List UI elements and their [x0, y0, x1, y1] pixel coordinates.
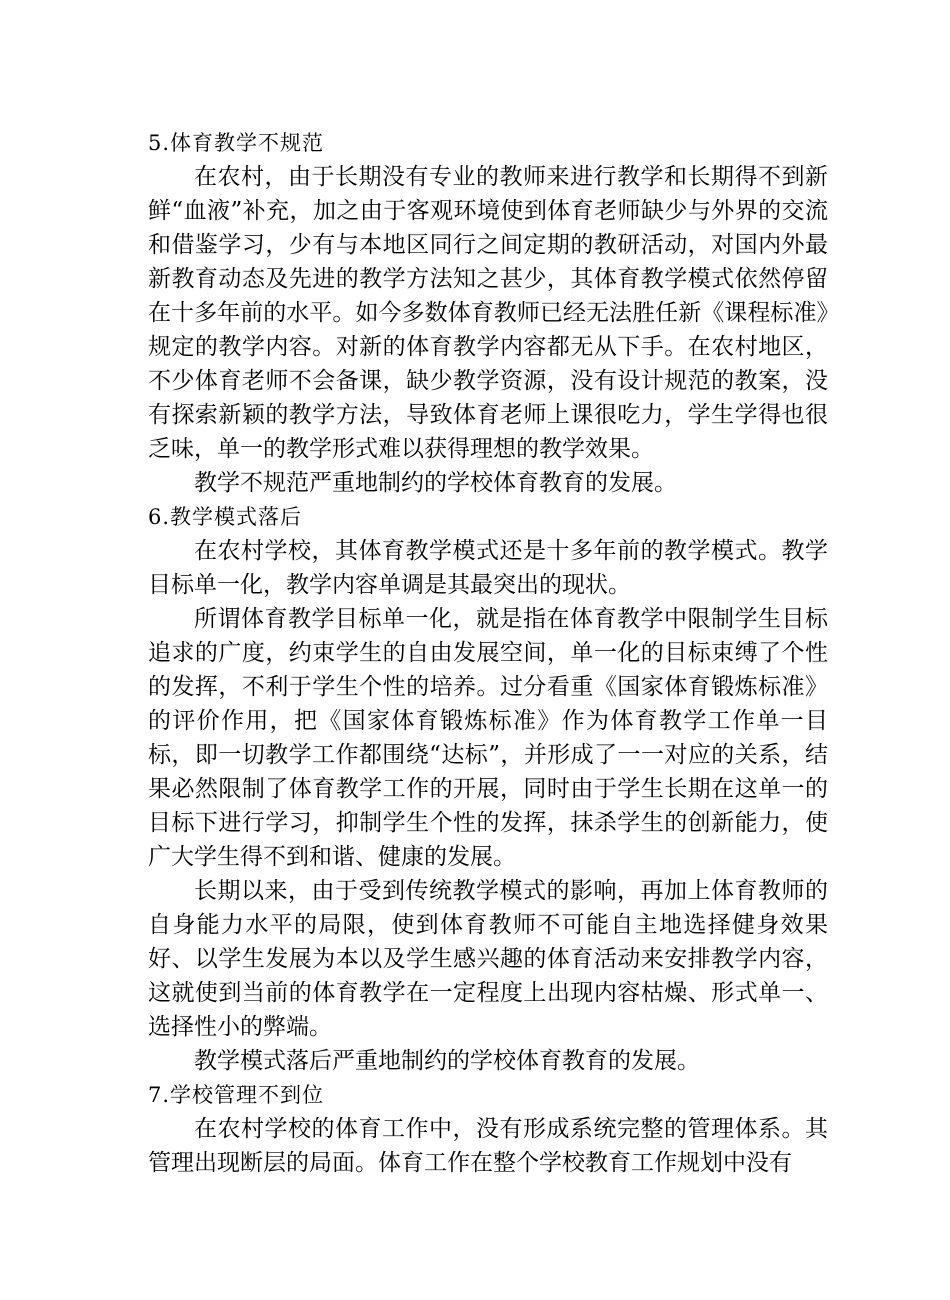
paragraph: 所谓体育教学目标单一化，就是指在体育教学中限制学生目标追求的广度，约束学生的自由发展空间，单一化的目标束缚了个性的发挥，不利于学生个性的培养。过分看重《国家体育锻炼标准》的评价作用，把《国家体育锻炼标准》作为体育教学工作单一目标，即一切教学工作都围绕“达标”，并形成了一一对应的关系，结果必然限制了体育教学工作的开展，同时由于学生长期在这单一的目标下进行学习，抑制学生个性的发挥，抹杀学生的创新能力，使广大学生得不到和谐、健康的发展。 — [148, 606, 828, 870]
section-7 — [148, 1078, 828, 1180]
paragraph: 教学模式落后严重地制约的学校体育教育的发展。 — [194, 1048, 700, 1074]
paragraph: 在农村学校的体育工作中，没有形成系统完整的管理体系。其管理出现断层的局面。体育工作在整个学校教育工作规划中没有 — [148, 1116, 828, 1176]
document-page — [148, 126, 828, 1180]
paragraph: 长期以来，由于受到传统教学模式的影响，再加上体育教师的自身能力水平的局限，使到体育教师不可能自主地选择健身效果好、以学生发展为本以及学生感兴趣的体育活动来安排教学内容，这就使到当前的体育教学在一定程度上出现内容枯燥、形式单一、选择性小的弊端。 — [148, 878, 828, 1040]
section-6 — [148, 500, 828, 1078]
section-5 — [148, 126, 828, 500]
section-heading: 5.体育教学不规范 — [148, 131, 325, 155]
paragraph: 在农村学校，其体育教学模式还是十多年前的教学模式。教学目标单一化，教学内容单调是其最突出的现状。 — [148, 538, 828, 598]
section-heading: 7.学校管理不到位 — [148, 1083, 325, 1107]
paragraph: 在农村，由于长期没有专业的教师来进行教学和长期得不到新鲜“血液”补充，加之由于客观环境使到体育老师缺少与外界的交流和借鉴学习，少有与本地区同行之间定期的教研活动，对国内外最新教育动态及先进的教学方法知之甚少，其体育教学模式依然停留在十多年前的水平。如今多数体育教师已经无法胜任新《课程标准》规定的教学内容。对新的体育教学内容都无从下手。在农村地区，不少体育老师不会备课，缺少教学资源，没有设计规范的教案，没有探索新颖的教学方法，导致体育老师上课很吃力，学生学得也很乏味，单一的教学形式难以获得理想的教学效果。 — [148, 164, 828, 462]
section-heading: 6.教学模式落后 — [148, 505, 303, 529]
paragraph: 教学不规范严重地制约的学校体育教育的发展。 — [194, 470, 677, 496]
